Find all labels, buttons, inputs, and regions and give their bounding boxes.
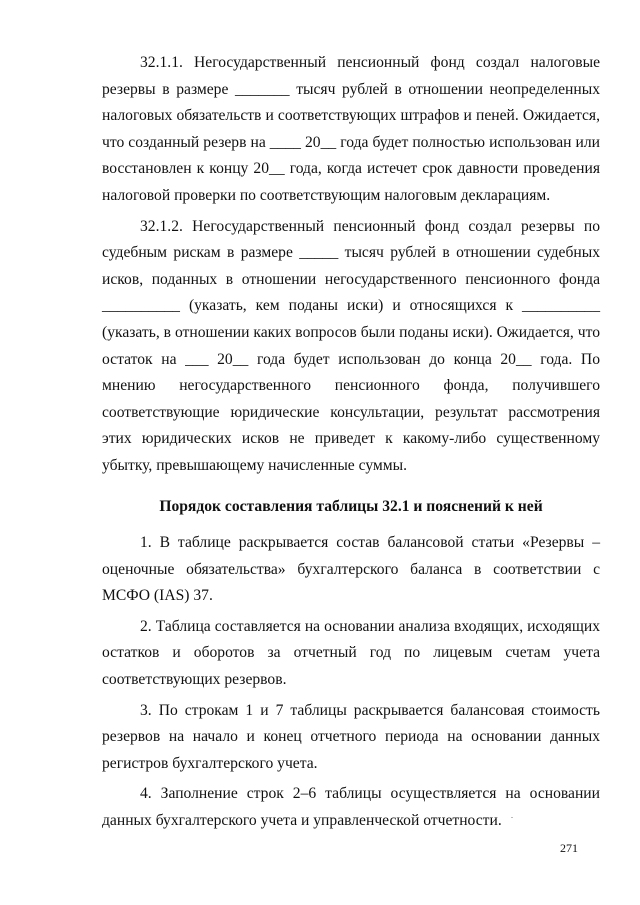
document-body <box>102 50 600 839</box>
instruction-item-2: 2. Таблица составляется на основании анализа входящих, исходящих остатков и оборотов за отчетный год по лицевым счетам учета соответствующих резервов. <box>102 617 600 689</box>
instruction-item-1: 1. В таблице раскрывается состав балансовой статьи «Резервы – оценочные обязательства» бухгалтерского баланса в соответствии с МСФО (IAS) 37. <box>102 534 600 605</box>
scan-speck <box>511 817 513 818</box>
instruction-item-4: 4. Заполнение строк 2–6 таблицы осуществляется на основании данных бухгалтерского учета и управленческой отчетности. <box>102 785 600 830</box>
section-heading: Порядок составления таблицы 32.1 и пояснений к ней <box>159 497 543 515</box>
paragraph-32-1-1: 32.1.1. Негосударственный пенсионный фонд создал налоговые резервы в размере _______ тысяч рублей в отношении неопределенных налоговых обязательств и соответствующих штрафов и пеней. Ожидается, что созданный резерв на ____ 20__ года будет полностью использован или восстановлен к концу 20__ года, когда истечет срок давности проведения налоговой проверки по соответствующим налоговым декларациям. <box>102 54 600 204</box>
paragraph-32-1-2: 32.1.2. Негосударственный пенсионный фонд создал резервы по судебным рискам в размере _____ тысяч рублей в отношении судебных исков, поданных в отношении негосударственного пенсионного фонда __________ (указать, кем поданы иски) и относящихся к __________ (указать, в отношении каких вопросов были поданы иски). Ожидается, что остаток на ___ 20__ года будет использован до конца 20__ года. По мнению негосударственного пенсионного фонда, получившего соответствующие юридические консультации, результат рассмотрения этих юридических исков не приведет к какому-либо существенному убытку, превышающему начисленные суммы. <box>102 217 600 474</box>
page-number: 271 <box>560 841 578 855</box>
instruction-item-3: 3. По строкам 1 и 7 таблицы раскрывается балансовая стоимость резервов на начало и конец отчетного периода на основании данных регистров бухгалтерского учета. <box>102 701 600 772</box>
